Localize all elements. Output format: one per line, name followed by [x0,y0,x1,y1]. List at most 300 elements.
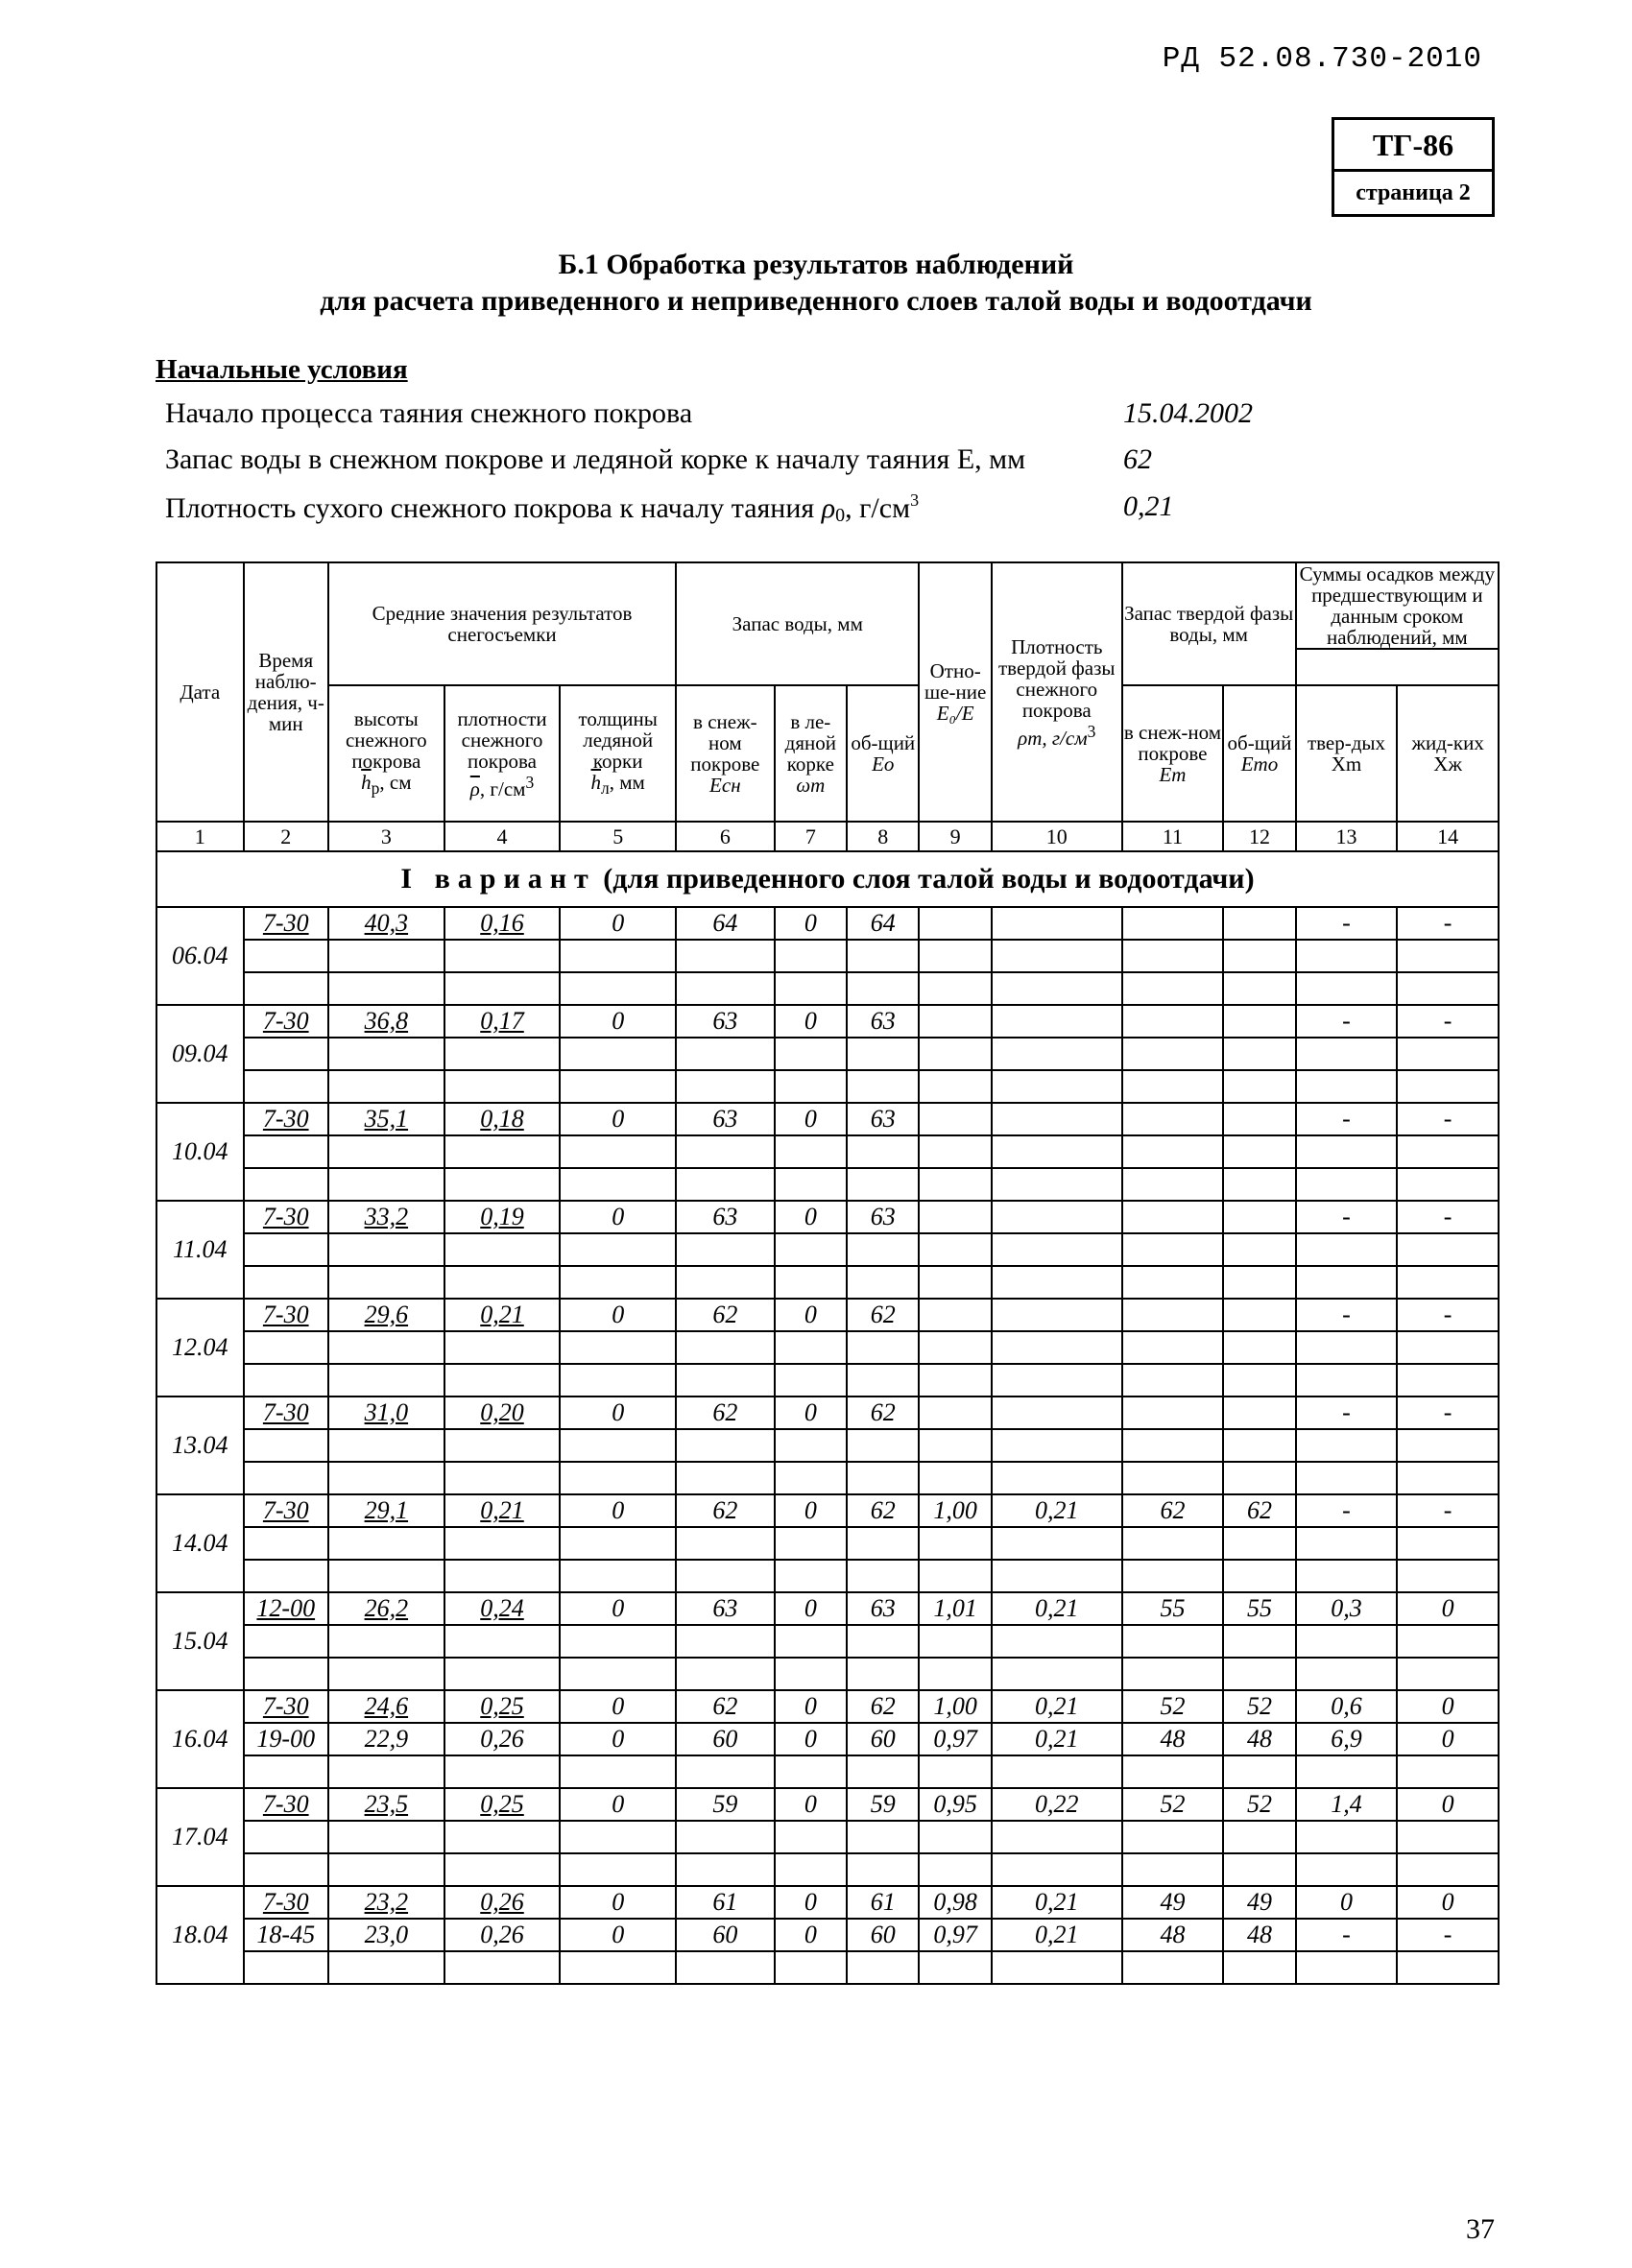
water-ice-cell [775,1331,847,1364]
density-cell [444,1560,561,1592]
ice-cell: 0 [560,907,676,940]
water-total-cell [847,1462,919,1494]
solid-density-cell [992,1462,1122,1494]
time-cell [244,1168,329,1201]
table-row [156,1005,1499,1038]
height-cell [328,1951,444,1984]
solid-total-cell [1223,1201,1295,1233]
precip-liquid-cell [1397,1331,1499,1364]
precip-solid-cell: - [1296,1494,1398,1527]
table-row [156,1364,1499,1397]
ratio-cell: 1,01 [919,1592,991,1625]
water-snow-cell [676,1658,775,1690]
table-row [156,1821,1499,1853]
solid-density-cell: 0,21 [992,1919,1122,1951]
time-cell: 18-45 [244,1919,329,1951]
water-ice-cell [775,1364,847,1397]
solid-snow-cell [1122,1233,1224,1266]
water-snow-cell: 64 [676,907,775,940]
solid-density-cell [992,1527,1122,1560]
precip-liquid-cell: - [1397,1201,1499,1233]
density-cell [444,1429,561,1462]
precip-solid-cell [1296,1821,1398,1853]
header-ratio-symbol: E₀/E [936,702,974,725]
column-number: 4 [444,822,561,851]
solid-snow-cell [1122,1397,1224,1429]
density-unit-power: 3 [910,490,920,510]
density-cell: 0,21 [444,1299,561,1331]
density-cell: 0,24 [444,1592,561,1625]
water-snow-cell: 62 [676,1690,775,1723]
density-cell [444,1625,561,1658]
solid-density-cell [992,1658,1122,1690]
precip-liquid-cell [1397,940,1499,972]
ratio-cell [919,1005,991,1038]
solid-density-cell [992,1331,1122,1364]
ratio-cell [919,1201,991,1233]
ratio-cell: 1,00 [919,1494,991,1527]
table-row [156,1592,1499,1625]
solid-total-cell [1223,1397,1295,1429]
header-ice-unit: , мм [609,770,645,794]
solid-total-cell: 55 [1223,1592,1295,1625]
date-cell: 09.04 [156,1005,244,1103]
ice-cell [560,1266,676,1299]
precip-liquid-cell: - [1397,1919,1499,1951]
solid-total-cell [1223,1168,1295,1201]
water-snow-cell [676,1625,775,1658]
header-solid-total [1223,685,1295,822]
time-cell [244,1038,329,1070]
header-water-group: Запас воды, мм [676,562,919,685]
header-precip-spacer [1296,649,1499,685]
ratio-cell [919,1625,991,1658]
precip-solid-cell: 0,3 [1296,1592,1398,1625]
time-cell [244,1429,329,1462]
density-symbol: ρ [821,492,836,524]
ratio-cell [919,1266,991,1299]
header-precip-solid: твер-дых Xm [1296,685,1398,822]
water-ice-cell: 0 [775,1723,847,1755]
density-subscript: 0 [835,505,846,526]
water-total-cell: 63 [847,1592,919,1625]
ice-cell [560,1755,676,1788]
density-cell: 0,16 [444,907,561,940]
density-cell: 0,18 [444,1103,561,1135]
ice-cell [560,1625,676,1658]
solid-total-cell [1223,1266,1295,1299]
ice-cell [560,1038,676,1070]
solid-total-cell [1223,1038,1295,1070]
table-row [156,1070,1499,1103]
column-number: 14 [1397,822,1499,851]
solid-snow-cell: 48 [1122,1723,1224,1755]
water-ice-cell [775,1755,847,1788]
water-total-cell: 63 [847,1201,919,1233]
table-body [156,907,1499,1984]
water-ice-cell: 0 [775,1397,847,1429]
density-cell [444,1527,561,1560]
ice-cell [560,1233,676,1266]
precip-liquid-cell: 0 [1397,1592,1499,1625]
solid-snow-cell [1122,1821,1224,1853]
time-cell [244,972,329,1005]
solid-density-cell [992,972,1122,1005]
ice-cell [560,1527,676,1560]
header-solid-density-symbol: ρm, г/см [1018,726,1088,750]
height-cell: 23,2 [328,1886,444,1919]
precip-solid-cell: - [1296,1103,1398,1135]
solid-snow-cell [1122,1005,1224,1038]
ratio-cell [919,1168,991,1201]
ice-cell [560,1821,676,1853]
solid-total-cell [1223,1103,1295,1135]
solid-density-cell [992,1755,1122,1788]
solid-snow-cell [1122,1625,1224,1658]
time-cell: 19-00 [244,1723,329,1755]
water-total-cell: 62 [847,1494,919,1527]
density-cell [444,1331,561,1364]
water-snow-cell [676,1821,775,1853]
density-cell [444,1168,561,1201]
water-total-cell: 61 [847,1886,919,1919]
ratio-cell [919,1527,991,1560]
column-number: 7 [775,822,847,851]
solid-density-cell [992,907,1122,940]
solid-total-cell [1223,1135,1295,1168]
height-cell: 29,1 [328,1494,444,1527]
water-ice-cell: 0 [775,1592,847,1625]
header-solid-total-label: об-щий [1227,731,1292,754]
solid-snow-cell [1122,1527,1224,1560]
water-total-cell [847,1331,919,1364]
precip-liquid-cell: - [1397,907,1499,940]
precip-solid-cell [1296,1070,1398,1103]
water-ice-cell [775,1168,847,1201]
time-cell: 7-30 [244,1788,329,1821]
time-cell [244,1755,329,1788]
water-ice-cell [775,1233,847,1266]
water-ice-cell [775,1266,847,1299]
ice-cell: 0 [560,1397,676,1429]
header-water-ice [775,685,847,822]
time-cell [244,1233,329,1266]
header-density-power: 3 [525,772,535,792]
water-total-cell [847,1364,919,1397]
solid-total-cell [1223,940,1295,972]
table-row [156,1135,1499,1168]
precip-liquid-cell [1397,1625,1499,1658]
time-cell: 7-30 [244,1299,329,1331]
header-water-ice-symbol: ωm [796,774,826,797]
solid-density-cell [992,1951,1122,1984]
condition-value: 15.04.2002 [1123,397,1253,429]
header-ice-symbol: $\overline{h}$ [590,770,602,794]
section-subtitle: для расчета приведенного и неприведенного слоев талой воды и водоотдачи [320,285,1312,317]
table-row [156,1658,1499,1690]
ice-cell [560,1853,676,1886]
table-row [156,1038,1499,1070]
density-cell [444,1462,561,1494]
height-cell [328,1462,444,1494]
density-cell: 0,25 [444,1788,561,1821]
ratio-cell [919,1560,991,1592]
solid-density-cell [992,1397,1122,1429]
ratio-cell [919,1821,991,1853]
header-solid-snow-symbol: Em [1159,763,1187,786]
header-water-snow [676,685,775,822]
water-snow-cell [676,1429,775,1462]
header-water-ice-label: в ле-дяной корке [784,710,836,776]
ice-cell: 0 [560,1201,676,1233]
ratio-cell [919,1853,991,1886]
solid-total-cell: 48 [1223,1723,1295,1755]
water-ice-cell [775,1527,847,1560]
height-cell: 31,0 [328,1397,444,1429]
ratio-cell [919,1038,991,1070]
solid-snow-cell [1122,1070,1224,1103]
header-precip-group: Суммы осадков между предшествующим и данным сроком наблюдений, мм [1296,562,1499,649]
column-number: 2 [244,822,329,851]
solid-density-cell [992,1201,1122,1233]
density-cell [444,972,561,1005]
header-solid-snow [1122,685,1224,822]
water-snow-cell [676,1560,775,1592]
ratio-cell [919,907,991,940]
ice-cell [560,1560,676,1592]
solid-density-cell [992,1135,1122,1168]
ice-cell [560,1951,676,1984]
density-cell [444,1821,561,1853]
table-row [156,1397,1499,1429]
water-snow-cell [676,1266,775,1299]
date-cell: 15.04 [156,1592,244,1690]
water-total-cell [847,1625,919,1658]
precip-liquid-cell [1397,1233,1499,1266]
ratio-cell [919,1658,991,1690]
water-snow-cell: 61 [676,1886,775,1919]
ratio-cell: 0,97 [919,1919,991,1951]
header-date: Дата [156,562,244,822]
solid-density-cell [992,1168,1122,1201]
precip-solid-cell [1296,1527,1398,1560]
column-number: 3 [328,822,444,851]
solid-snow-cell [1122,1462,1224,1494]
water-total-cell [847,972,919,1005]
solid-density-cell [992,1625,1122,1658]
density-cell: 0,20 [444,1397,561,1429]
density-cell [444,1135,561,1168]
precip-liquid-cell: - [1397,1005,1499,1038]
water-snow-cell [676,1364,775,1397]
date-cell: 11.04 [156,1201,244,1299]
density-cell: 0,26 [444,1919,561,1951]
ice-cell [560,972,676,1005]
precip-solid-cell [1296,1331,1398,1364]
precip-liquid-cell: - [1397,1299,1499,1331]
water-snow-cell [676,1233,775,1266]
column-number: 6 [676,822,775,851]
solid-density-cell [992,940,1122,972]
column-number-row [156,822,1499,851]
solid-density-cell [992,1103,1122,1135]
density-cell [444,1038,561,1070]
ratio-cell [919,1103,991,1135]
header-height [328,685,444,822]
precip-solid-cell [1296,1364,1398,1397]
table-row [156,1625,1499,1658]
precip-liquid-cell [1397,1527,1499,1560]
table-row [156,1723,1499,1755]
table-header [156,562,1499,907]
solid-density-cell: 0,21 [992,1690,1122,1723]
table-row [156,1429,1499,1462]
density-cell: 0,26 [444,1723,561,1755]
precip-solid-cell: - [1296,1299,1398,1331]
solid-total-cell [1223,1821,1295,1853]
ice-cell: 0 [560,1690,676,1723]
density-cell [444,1266,561,1299]
header-survey-group: Средние значения результатов снегосъемки [328,562,676,685]
water-total-cell [847,1658,919,1690]
date-cell: 13.04 [156,1397,244,1494]
solid-snow-cell [1122,1266,1224,1299]
solid-snow-cell [1122,1299,1224,1331]
solid-snow-cell [1122,940,1224,972]
precip-liquid-cell [1397,1560,1499,1592]
date-cell: 14.04 [156,1494,244,1592]
variant-description: (для приведенного слоя талой воды и водоотдачи) [595,863,1255,895]
solid-snow-cell: 62 [1122,1494,1224,1527]
precip-solid-cell [1296,1755,1398,1788]
solid-total-cell: 52 [1223,1788,1295,1821]
precip-liquid-cell [1397,1168,1499,1201]
ratio-cell [919,1331,991,1364]
water-total-cell: 63 [847,1005,919,1038]
solid-snow-cell [1122,1038,1224,1070]
water-ice-cell [775,1429,847,1462]
water-snow-cell [676,1038,775,1070]
precip-solid-cell: - [1296,1397,1398,1429]
header-ratio-label: Отно-ше-ние [924,659,987,704]
density-unit: , г/см [845,492,911,524]
header-water-snow-symbol: Eсн [709,774,741,797]
precip-solid-cell [1296,1625,1398,1658]
water-ice-cell: 0 [775,1005,847,1038]
height-cell [328,1233,444,1266]
time-cell [244,1853,329,1886]
height-cell [328,972,444,1005]
water-snow-cell: 62 [676,1494,775,1527]
solid-snow-cell [1122,972,1224,1005]
section-title: Б.1 Обработка результатов наблюдений [558,249,1074,280]
height-cell [328,1658,444,1690]
water-total-cell: 62 [847,1397,919,1429]
ratio-cell [919,1429,991,1462]
water-snow-cell: 62 [676,1299,775,1331]
table-row [156,1853,1499,1886]
column-number: 10 [992,822,1122,851]
solid-total-cell [1223,1462,1295,1494]
height-cell [328,1070,444,1103]
precip-solid-cell [1296,1429,1398,1462]
height-cell: 40,3 [328,907,444,940]
water-snow-cell: 63 [676,1201,775,1233]
solid-total-cell: 49 [1223,1886,1295,1919]
water-total-cell: 64 [847,907,919,940]
page-number: 37 [1466,2213,1495,2245]
ratio-cell [919,940,991,972]
time-cell: 7-30 [244,907,329,940]
time-cell: 7-30 [244,1886,329,1919]
water-total-cell [847,940,919,972]
time-cell: 7-30 [244,1005,329,1038]
solid-snow-cell [1122,1429,1224,1462]
ice-cell: 0 [560,1005,676,1038]
table-row [156,940,1499,972]
solid-total-cell [1223,1299,1295,1331]
precip-liquid-cell [1397,1658,1499,1690]
time-cell [244,1951,329,1984]
precip-solid-cell [1296,1233,1398,1266]
solid-total-cell [1223,1233,1295,1266]
solid-density-cell [992,1853,1122,1886]
precip-solid-cell [1296,1038,1398,1070]
ice-cell: 0 [560,1103,676,1135]
table-row [156,972,1499,1005]
water-ice-cell [775,972,847,1005]
water-total-cell [847,1070,919,1103]
column-number: 8 [847,822,919,851]
solid-total-cell: 62 [1223,1494,1295,1527]
height-cell [328,1527,444,1560]
water-ice-cell [775,1038,847,1070]
solid-total-cell [1223,907,1295,940]
table-row [156,1233,1499,1266]
ice-cell [560,940,676,972]
density-cell [444,1070,561,1103]
solid-density-cell [992,1364,1122,1397]
water-ice-cell: 0 [775,1103,847,1135]
table-row [156,1951,1499,1984]
water-snow-cell [676,1527,775,1560]
ratio-cell [919,1233,991,1266]
water-ice-cell: 0 [775,1886,847,1919]
water-total-cell [847,1527,919,1560]
ice-cell: 0 [560,1723,676,1755]
solid-snow-cell [1122,1201,1224,1233]
solid-snow-cell: 55 [1122,1592,1224,1625]
time-cell: 12-00 [244,1592,329,1625]
water-total-cell [847,1429,919,1462]
height-cell [328,1853,444,1886]
water-total-cell [847,1233,919,1266]
height-cell: 35,1 [328,1103,444,1135]
form-code: ТГ-86 [1334,120,1492,172]
water-snow-cell: 60 [676,1723,775,1755]
time-cell [244,1331,329,1364]
time-cell [244,1821,329,1853]
solid-total-cell [1223,1364,1295,1397]
water-snow-cell: 63 [676,1592,775,1625]
solid-total-cell [1223,1527,1295,1560]
precip-liquid-cell [1397,1853,1499,1886]
ice-cell [560,1331,676,1364]
header-water-snow-label: в снеж-ном покрове [690,710,760,776]
solid-total-cell: 52 [1223,1690,1295,1723]
water-snow-cell [676,1135,775,1168]
density-cell [444,1658,561,1690]
